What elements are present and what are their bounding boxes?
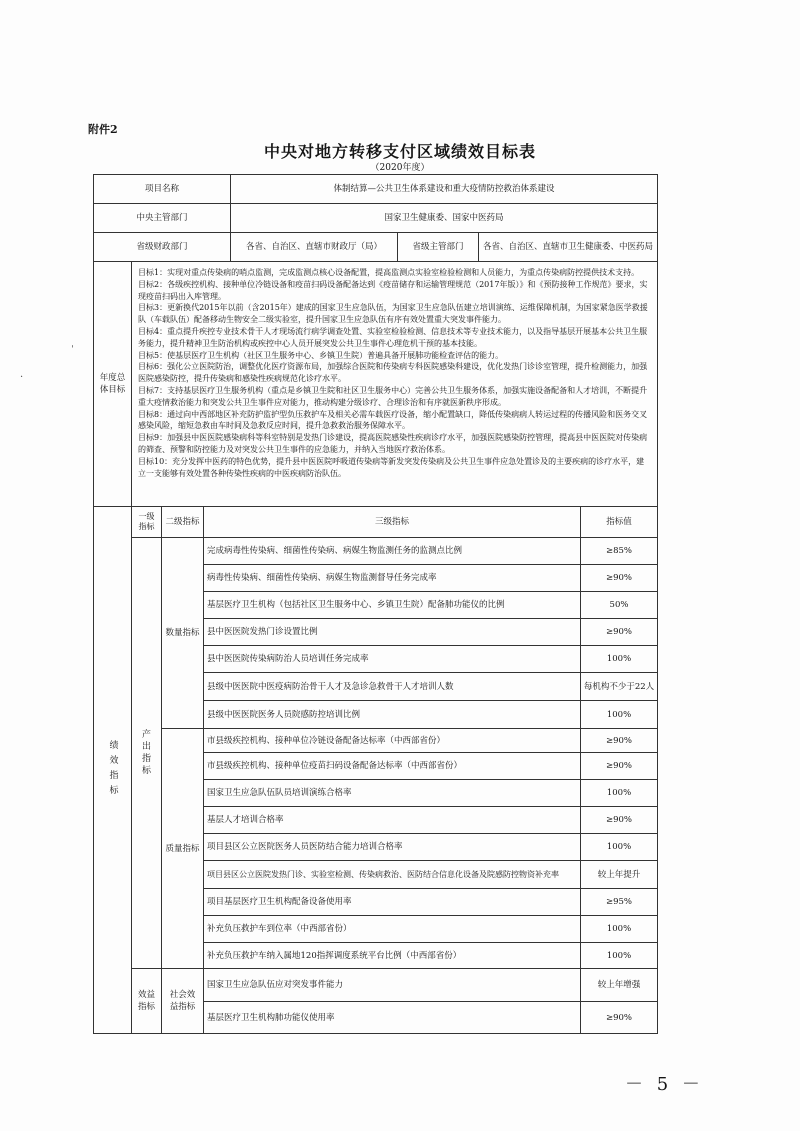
objective-line: 目标7：支持基层医疗卫生服务机构（重点是乡镇卫生院和社区卫生服务中心）完善公共卫生服务体系，加强实施设备配备和人才培训，不断提升重大疫情救治能力和突发公共卫生事件应对能力，推动构建分级诊疗、合理诊治和有序就医新秩序形成。 [138,385,648,407]
indicator-value: 100% [580,942,658,969]
objectives-label: 年度总体目标 [93,261,132,507]
indicator-name: 完成病毒性传染病、细菌性传染病、病媒生物监测任务的监测点比例 [203,537,581,565]
col-header-level2: 二级指标 [161,506,204,538]
indicator-name: 基层医疗卫生机构（包括社区卫生服务中心、乡镇卫生院）配备肺功能仪的比例 [203,591,581,619]
document-year: （2020年度） [370,163,430,173]
indicator-name: 病毒性传染病、细菌性传染病、病媒生物监测督导任务完成率 [203,564,581,592]
project-name-label: 项目名称 [93,174,231,204]
indicator-name: 项目基层医疗卫生机构配备设备使用率 [203,888,581,916]
indicator-value: ≥90% [580,618,658,646]
objective-line: 目标5：使基层医疗卫生机构（社区卫生服务中心、乡镇卫生院）普遍具备开展肺功能检查评估的能力。 [138,350,504,360]
indicator-value: ≥90% [580,564,658,592]
indicator-name: 项目县区公立医院发热门诊、实验室检测、传染病救治、医防结合信息化设备及院感防控物资补充率 [203,860,581,889]
indicator-value: 每机构不少于22人 [580,672,658,701]
objective-line: 目标8：通过向中西部地区补充防护监护型负压救护车及相关必需车载医疗设备，缩小配置缺口，降低传染病病人转运过程的传播风险和医务交叉感染风险，缩短急救由车时间及急救反应时间，提升急救救治服务保障水平。 [138,409,648,431]
indicator-value: ≥90% [580,752,658,780]
indicator-name: 县级中医医院中医疫病防治骨干人才及急诊急救骨干人才培训人数 [203,672,581,701]
page-number: － 5 － [625,1074,704,1095]
social-benefit-label: 社会效益指标 [161,968,204,1034]
scan-mark: ˌ [71,338,74,349]
central-dept-value: 国家卫生健康委、国家中医药局 [230,203,658,233]
prov-dept-value: 各省、自治区、直辖市卫生健康委、中医药局 [478,232,658,262]
indicator-name: 市县级疾控机构、接种单位冷链设备配备达标率（中西部省份） [203,728,581,753]
indicator-value: 50% [580,591,658,619]
objective-line: 目标10：充分发挥中医药的特色优势，提升县中医医院呼吸道传染病等新发突发传染病及公共卫生事件应急处置诊及的主要疾病的诊疗水平，建立一支能够有效处置各种传染性疾病的中医疾病防治队伍。 [138,456,645,478]
objective-line: 目标4：重点提升疾控专业技术骨干人才现场流行病学调查处置、实验室检验检测、信息技术等专业技术能力，以及指导基层开展基本公共卫生服务能力，提升精神卫生防治机构或疾控中心人员开展突发公共卫生事件心理危机干预的基本技能。 [138,326,648,348]
indicator-name: 项目县区公立医院医务人员医防结合能力培训合格率 [203,833,581,861]
prov-dept-label: 省级主管部门 [397,232,479,262]
indicator-name: 县中医医院发热门诊设置比例 [203,618,581,646]
indicator-value: 100% [580,700,658,729]
objective-line: 目标6：强化公立医院防治，调整优化医疗资源布局，加强综合医院和传染病专科医院感染科建设，优化发热门诊诊室管理，提升检测能力，加强医院感染防控，提升传染病和感染性疾病规范化诊疗水平。 [138,362,648,384]
indicator-name: 基层医疗卫生机构肺功能仪使用率 [203,1001,581,1034]
indicator-value: 100% [580,915,658,943]
col-header-level3: 三级指标 [203,506,581,538]
indicator-name: 补充负压救护车纳入属地120指挥调度系统平台比例（中西部省份） [203,942,581,969]
project-name-value: 体制结算—公共卫生体系建设和重大疫情防控救治体系建设 [230,174,658,204]
indicator-value: ≥85% [580,537,658,565]
indicator-value: ≥90% [580,806,658,834]
indicator-name: 市县级疾控机构、接种单位疫苗扫码设备配备达标率（中西部省份） [203,752,581,780]
objective-line: 目标1：实现对重点传染病的哨点监测，完成监测点核心设备配置，提高监测点实验室检验检测和人员能力，为重点传染病防控提供技术支持。 [138,268,640,277]
col-header-value: 指标值 [580,506,658,538]
indicator-name: 国家卫生应急队伍队员培训演练合格率 [203,779,581,807]
perf-label: 绩效指标 [93,506,132,1034]
benefit-indicator-label: 效益指标 [131,968,162,1034]
col-header-level1: 一级指标 [131,506,162,538]
indicator-value: ≥90% [580,1001,658,1034]
quantity-indicator-label: 数量指标 [161,537,204,729]
annex-label: 附件2 [88,123,118,136]
indicator-name: 县级中医医院医务人员院感防控培训比例 [203,700,581,729]
indicator-value: 较上年提升 [580,860,658,889]
objective-line: 目标9：加强县中医医院感染病科等科室特别是发热门诊建设，提高医院感染性疾病诊疗水平，加强医院感染防控管理，提高县中医医院对传染病的筛查、预警和防控能力及对突发公共卫生事件的应急能力，并纳入当地医疗救治体系。 [138,433,648,454]
objectives-text [131,261,658,507]
indicator-name: 国家卫生应急队伍应对突发事件能力 [203,968,581,1002]
prov-finance-value: 各省、自治区、直辖市财政厅（局） [230,232,398,262]
objective-line: 目标2：各级疾控机构、接种单位冷链设备和疫苗扫码设备配备达到《疫苗储存和运输管理规范（2017年版）》和《预防接种工作规范》要求，实现疫苗扫码出入库管理。 [138,279,648,301]
indicator-value: 100% [580,645,658,673]
objective-line: 目标3：更新换代2015年以前（含2015年）建成的国家卫生应急队伍，为国家卫生应急队伍建立培训演练、运维保障机制，为国家紧急医学救援队（车载队伍）配备移动生物安全二级实验室，提升国家卫生应急队伍有序有效处置重大突发事件能力。 [138,303,648,325]
indicator-name: 基层人才培训合格率 [203,806,581,834]
indicator-value: 100% [580,833,658,861]
document-title: 中央对地方转移支付区域绩效目标表 [263,142,536,161]
indicator-value: ≥90% [580,728,658,753]
indicator-name: 县中医医院传染病防治人员培训任务完成率 [203,645,581,673]
central-dept-label: 中央主管部门 [93,203,231,233]
indicator-name: 补充负压救护车到位率（中西部省份） [203,915,581,943]
output-indicator-label: 产出指标 [131,537,162,969]
scan-mark: · [20,372,24,383]
indicator-value: 100% [580,779,658,807]
indicator-value: ≥95% [580,888,658,916]
quality-indicator-label: 质量指标 [161,728,204,969]
indicator-value: 较上年增强 [580,968,658,1002]
prov-finance-label: 省级财政部门 [93,232,231,262]
